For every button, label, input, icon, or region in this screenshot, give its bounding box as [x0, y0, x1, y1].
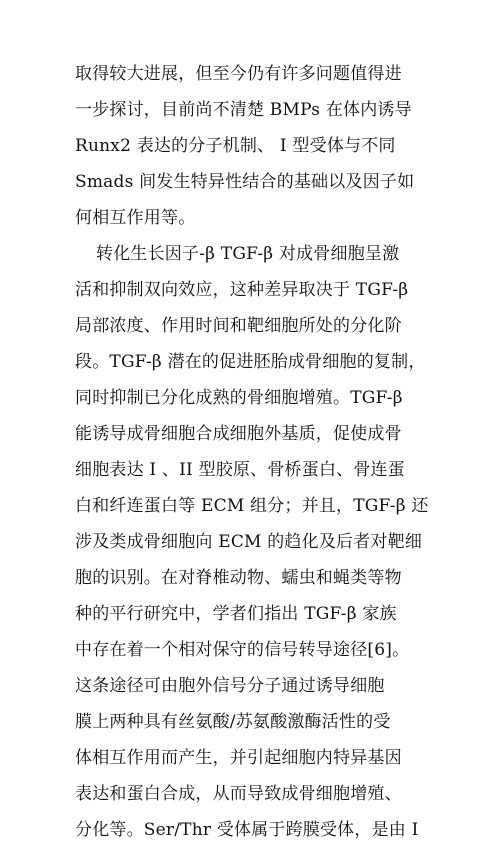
text-line-12: 细胞表达 I 、II 型胶原、骨桥蛋白、骨连蛋 [75, 460, 405, 480]
text-line-21: 表达和蛋白合成，从而导致成骨细胞增殖、 [75, 784, 402, 804]
text-line-7: 活和抑制双向效应，这种差异取决于 TGF-β [75, 280, 409, 300]
text-line-15: 胞的识别。在对脊椎动物、蠕虫和蝇类等物 [75, 568, 402, 588]
text-line-11: 能诱导成骨细胞合成细胞外基质，促使成骨 [75, 424, 402, 444]
body-text [75, 56, 447, 848]
paragraph-start-line: 转化生长因子-β TGF-β 对成骨细胞呈激 [96, 244, 400, 264]
text-line-19: 膜上两种具有丝氨酸/苏氨酸激酶活性的受 [75, 712, 391, 732]
text-line-3: Runx2 表达的分子机制、 I 型受体与不同 [75, 136, 396, 156]
text-line-20: 体相互作用而产生，并引起细胞内特异基因 [75, 748, 402, 768]
text-line-4: Smads 间发生特异性结合的基础以及因子如 [75, 172, 415, 192]
text-line-5: 何相互作用等。 [75, 208, 196, 228]
text-line-18: 这条途径可由胞外信号分子通过诱导细胞 [75, 676, 385, 696]
text-line-16: 种的平行研究中，学者们指出 TGF-β 家族 [75, 604, 397, 624]
text-line-9: 段。TGF-β 潜在的促进胚胎成骨细胞的复制， [75, 352, 426, 372]
text-line-10: 同时抑制已分化成熟的骨细胞增殖。TGF-β [75, 388, 403, 408]
text-line-14: 涉及类成骨细胞向 ECM 的趋化及后者对靶细 [75, 532, 423, 552]
text-line-8: 局部浓度、作用时间和靶细胞所处的分化阶 [75, 316, 402, 336]
text-line-2: 一步探讨，目前尚不清楚 BMPs 在体内诱导 [75, 100, 412, 120]
text-line-13: 白和纤连蛋白等 ECM 组分；并且，TGF-β 还 [75, 496, 429, 516]
text-line-1: 取得较大进展，但至今仍有许多问题值得进 [75, 64, 402, 84]
text-line-17: 中存在着一个相对保守的信号转导途径[6]。 [75, 640, 410, 660]
text-line-22: 分化等。Ser/Thr 受体属于跨膜受体，是由 I [75, 820, 419, 840]
